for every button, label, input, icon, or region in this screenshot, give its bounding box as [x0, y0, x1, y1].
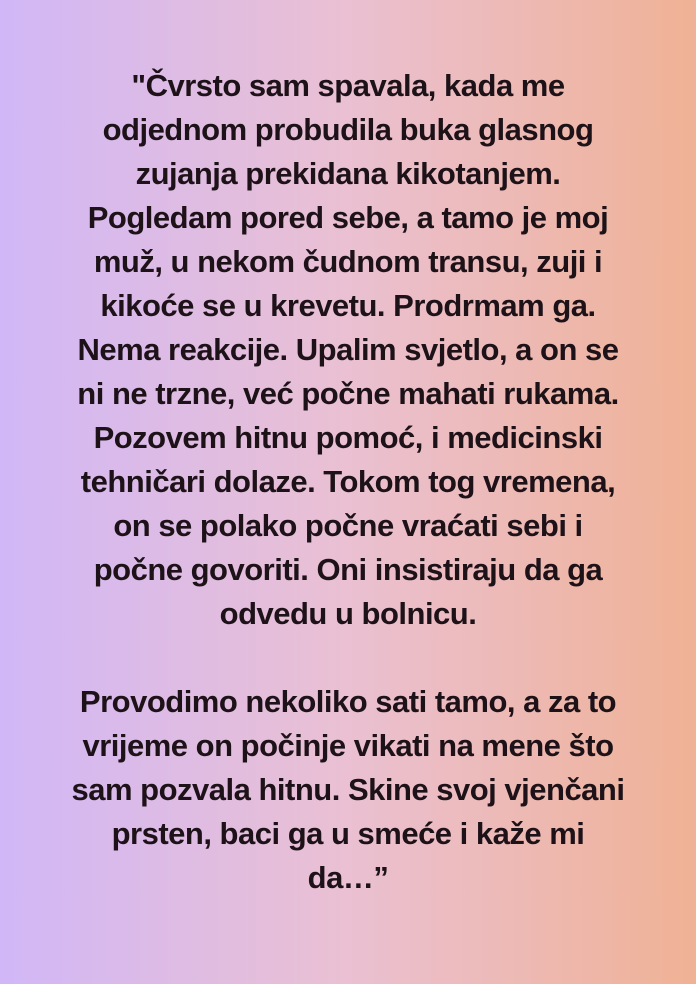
story-line: odvedu u bolnicu.: [219, 596, 477, 631]
story-line: ni ne trzne, već počne mahati rukama.: [77, 376, 619, 411]
story-line: tehničari dolaze. Tokom tog vremena,: [80, 464, 616, 499]
story-line: "Čvrsto sam spavala, kada me: [131, 68, 565, 103]
story-line: vrijeme on počinje vikati na mene što: [82, 728, 614, 763]
story-line: Nema reakcije. Upalim svjetlo, a on se: [77, 332, 619, 367]
story-line: sam pozvala hitnu. Skine svoj vjenčani: [71, 772, 625, 807]
story-line: kikoće se u krevetu. Prodrmam ga.: [100, 288, 596, 323]
story-line: prsten, baci ga u smeće i kaže mi: [111, 816, 585, 851]
story-line: odjednom probudila buka glasnog: [102, 112, 594, 147]
story-line: da…”: [307, 860, 389, 895]
story-line: zujanja prekidana kikotanjem.: [135, 156, 561, 191]
story-line: počne govoriti. Oni insistiraju da ga: [93, 552, 603, 587]
story-paragraph-1: [18, 64, 678, 636]
story-line: muž, u nekom čudnom transu, zuji i: [93, 244, 603, 279]
story-line: Provodimo nekoliko sati tamo, a za to: [79, 684, 617, 719]
story-paragraph-2: [18, 680, 678, 900]
story-line: Pozovem hitnu pomoć, i medicinski: [93, 420, 603, 455]
story-line: on se polako počne vraćati sebi i: [113, 508, 583, 543]
story-line: Pogledam pored sebe, a tamo je moj: [87, 200, 609, 235]
